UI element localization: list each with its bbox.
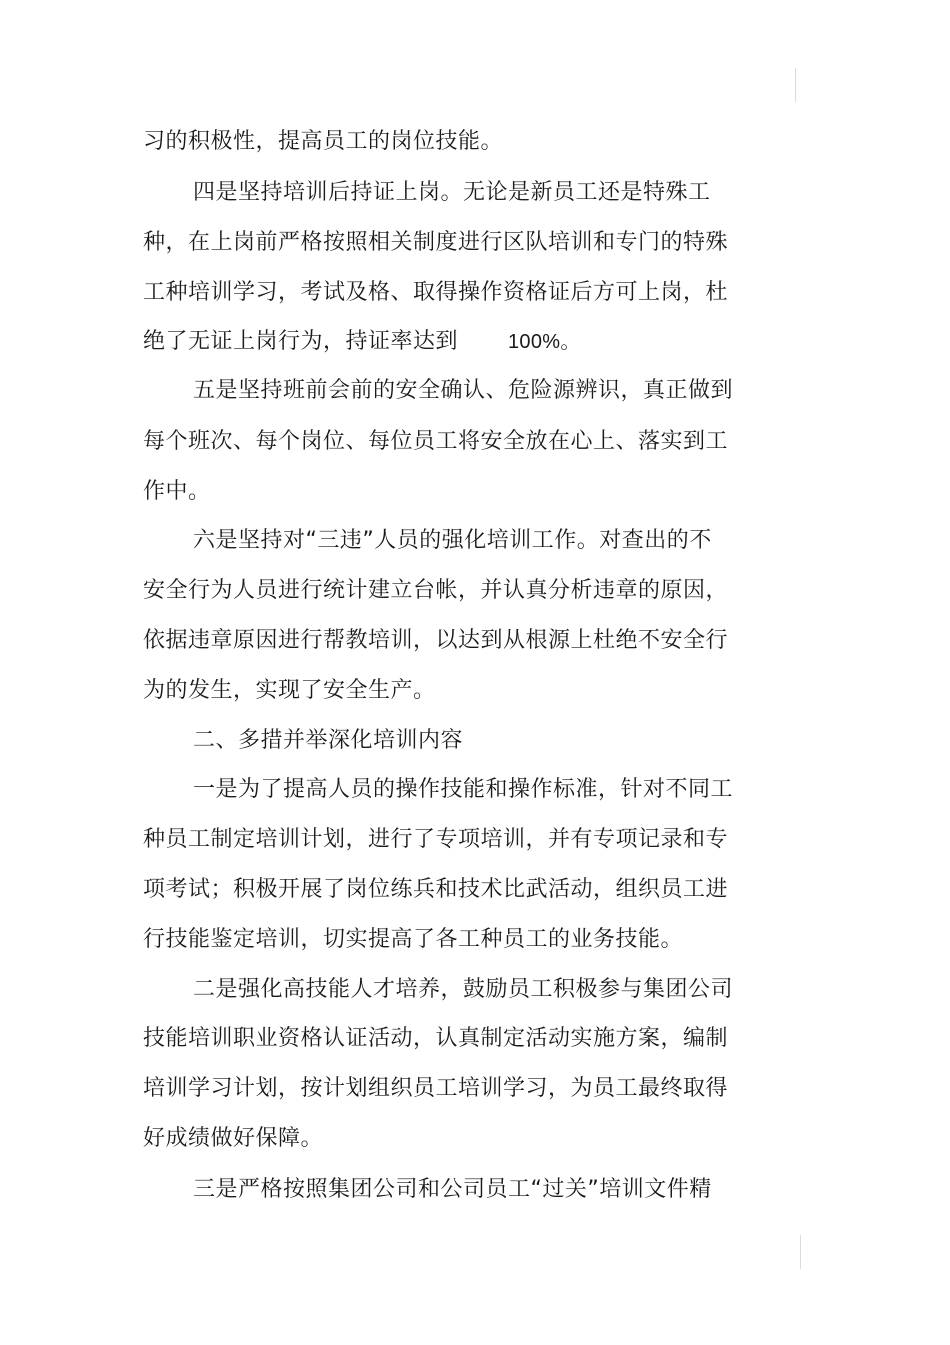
text-line: 安全行为人员进行统计建立台帐，并认真分析违章的原因， (143, 578, 729, 603)
text-line: 好成绩做好保障。 (143, 1126, 324, 1151)
paragraph-first-line: 三是严格按照集团公司和公司员工“过关”培训文件精 (193, 1177, 712, 1202)
text-line: 习的积极性，提高员工的岗位技能。 (143, 129, 504, 154)
paragraph-first-line: 六是坚持对“三违”人员的强化培训工作。对查出的不 (193, 528, 712, 553)
text-line: 种员工制定培训计划，进行了专项培训，并有专项记录和专 (143, 827, 729, 852)
paragraph-first-line: 一是为了提高人员的操作技能和操作标准，针对不同工 (193, 777, 734, 802)
text-line: 种，在上岗前严格按照相关制度进行区队培训和专门的特殊 (143, 230, 729, 255)
text-line: 项考试；积极开展了岗位练兵和技术比武活动，组织员工进 (143, 877, 729, 902)
text-line: 绝了无证上岗行为，持证率达到 (143, 329, 459, 354)
text-line: 工种培训学习，考试及格、取得操作资格证后方可上岗，杜 (143, 280, 729, 305)
text-line: 为的发生，实现了安全生产。 (143, 678, 436, 703)
text-line: 行技能鉴定培训，切实提高了各工种员工的业务技能。 (143, 927, 684, 952)
text-line: 培训学习计划，按计划组织员工培训学习，为员工最终取得 (143, 1076, 729, 1101)
paragraph-first-line: 二是强化高技能人才培养，鼓励员工积极参与集团公司 (193, 977, 734, 1002)
text-line: 作中。 (143, 479, 211, 504)
certification-rate-value: 100%。 (508, 331, 581, 353)
section-heading: 二、多措并举深化培训内容 (193, 728, 464, 753)
text-line: 技能培训职业资格认证活动，认真制定活动实施方案，编制 (143, 1026, 729, 1051)
text-line: 每个班次、每个岗位、每位员工将安全放在心上、落实到工 (143, 429, 729, 454)
paragraph-first-line: 五是坚持班前会前的安全确认、危险源辨识，真正做到 (193, 378, 734, 403)
text-line: 依据违章原因进行帮教培训，以达到从根源上杜绝不安全行 (143, 628, 729, 653)
page-edge-mark-top (795, 68, 796, 102)
page-edge-mark-bottom (800, 1235, 801, 1269)
paragraph-first-line: 四是坚持培训后持证上岗。无论是新员工还是特殊工 (193, 180, 711, 205)
